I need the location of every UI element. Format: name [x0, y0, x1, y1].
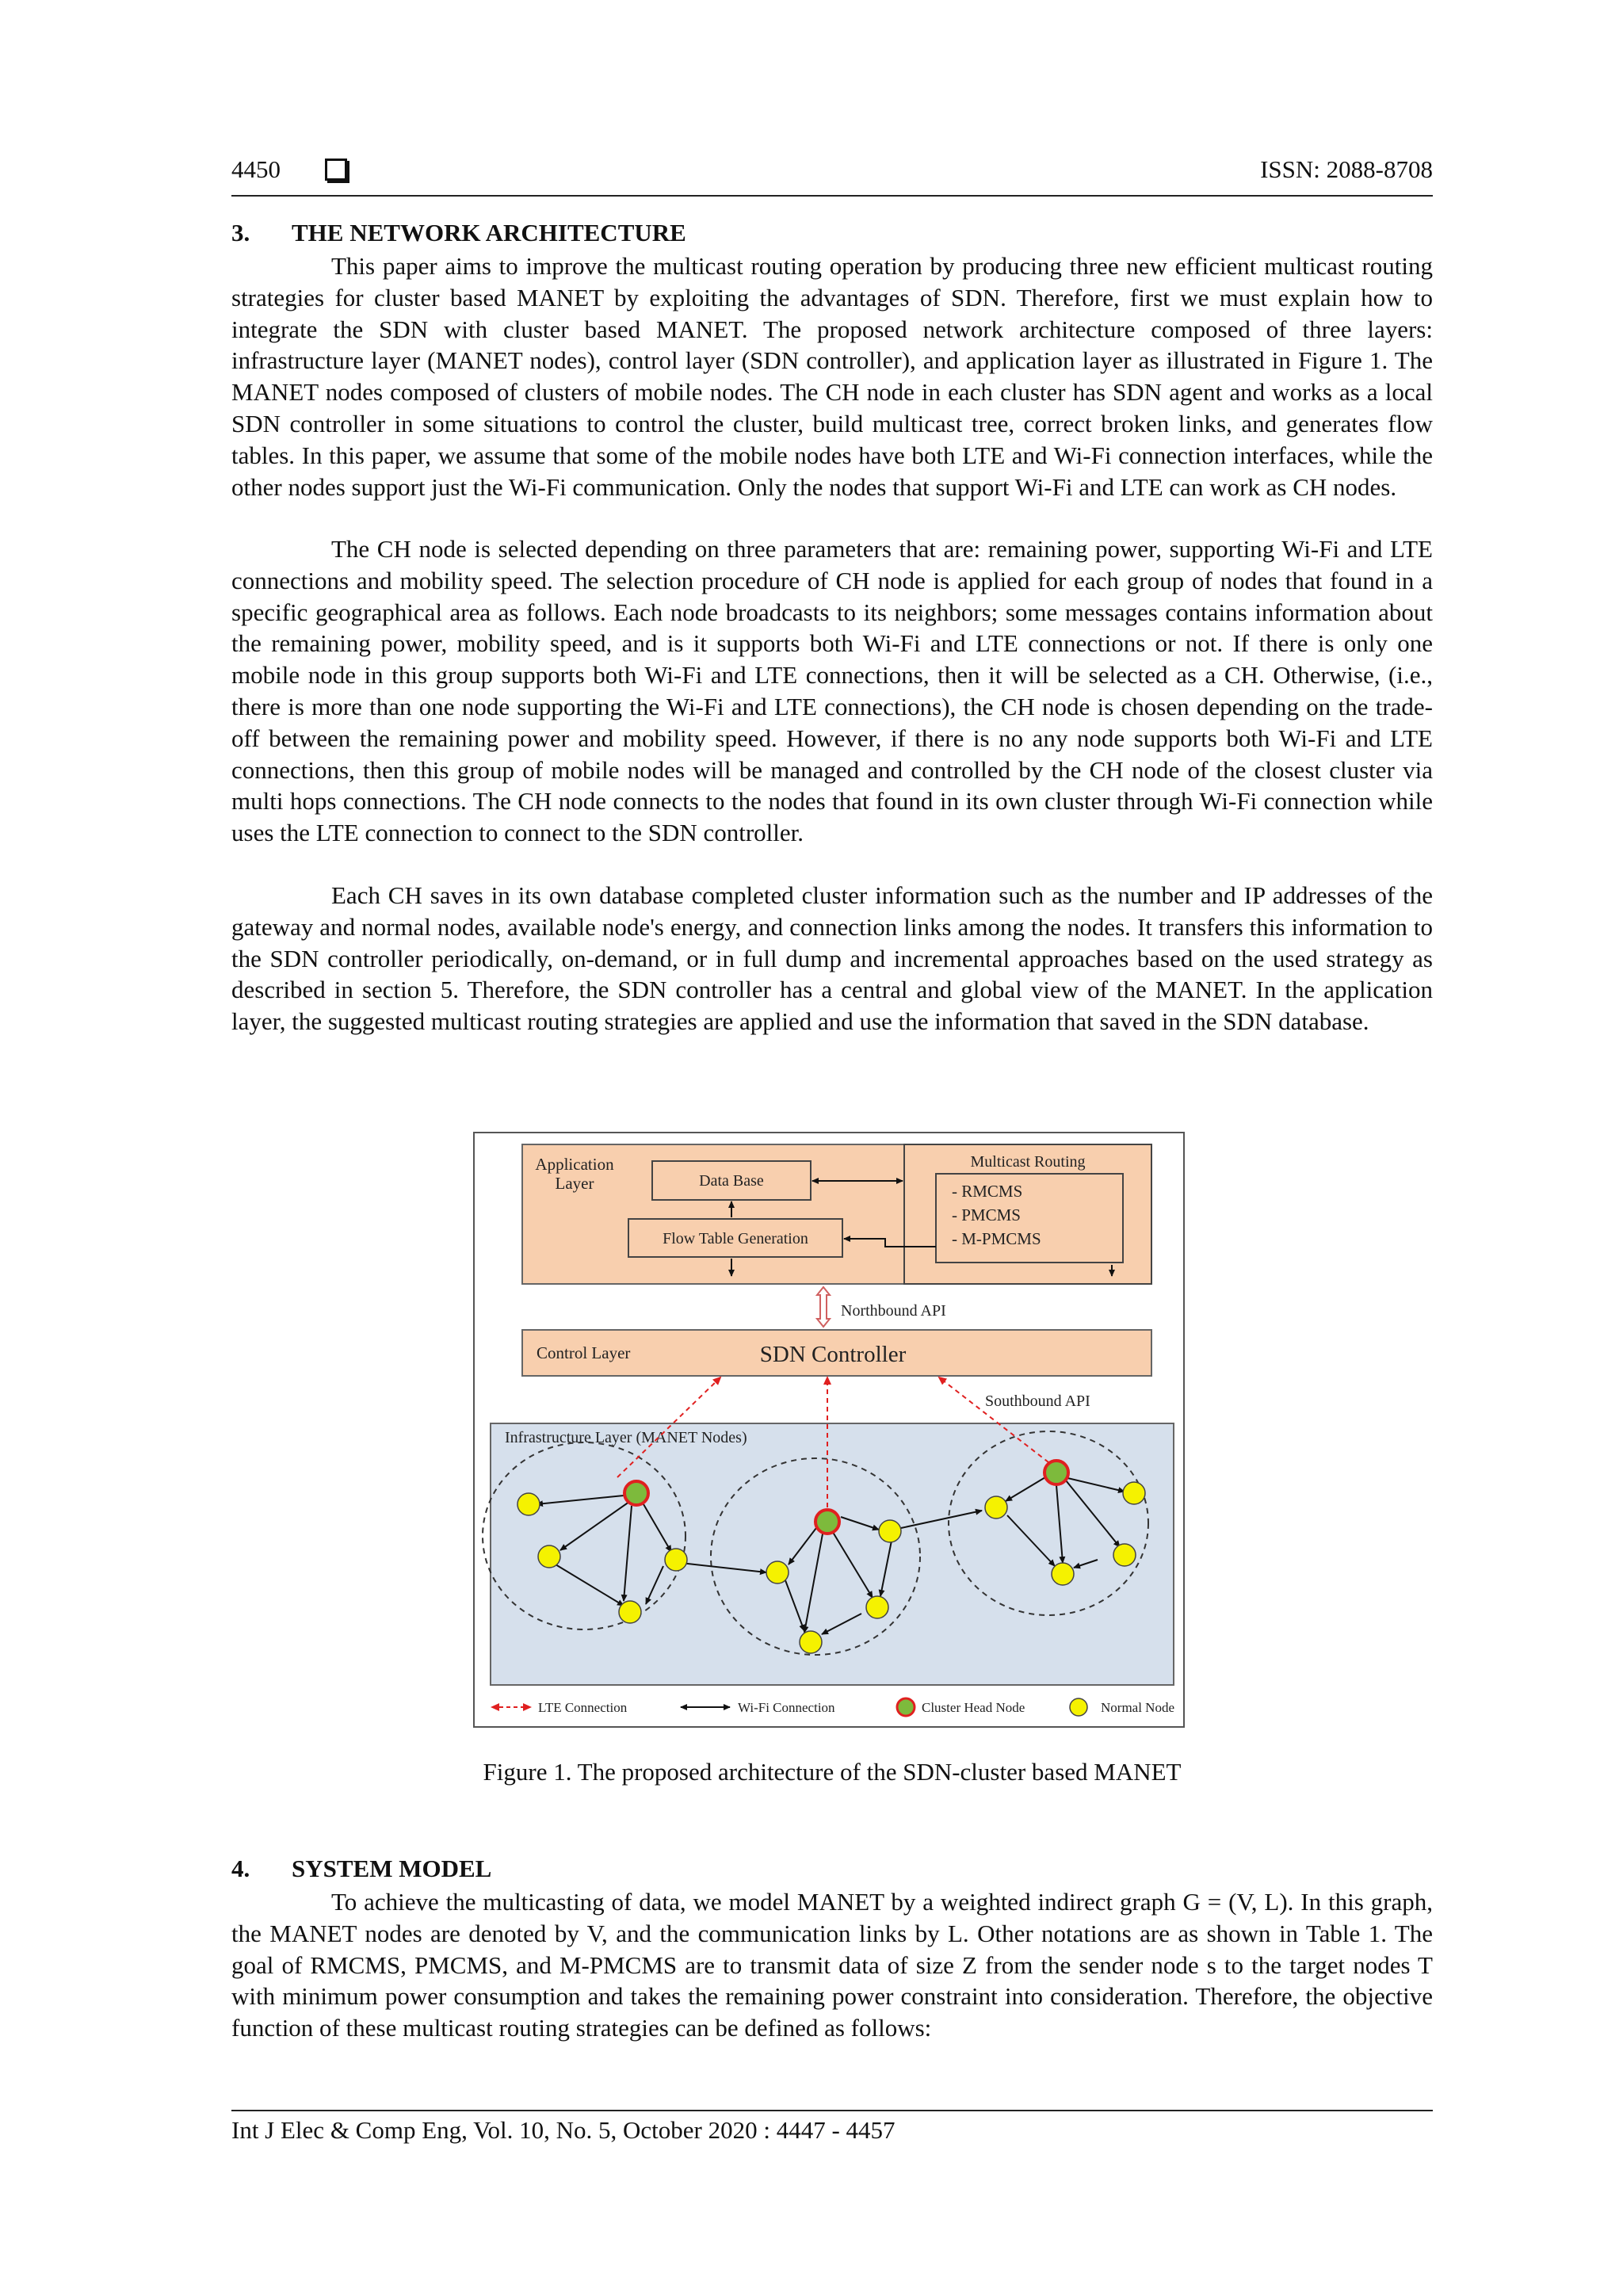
cluster-head-node [1044, 1461, 1068, 1484]
section-number: 3. [231, 219, 250, 246]
figure-1 [473, 1132, 1185, 1728]
legend-lte: LTE Connection [538, 1700, 628, 1715]
multicast-routing-title: Multicast Routing [970, 1153, 1086, 1171]
normal-node [879, 1520, 901, 1542]
control-layer-label: Control Layer [537, 1343, 631, 1362]
infrastructure-layer [491, 1423, 1174, 1685]
strategy-item: - PMCMS [952, 1205, 1021, 1224]
strategy-item: - M-PMCMS [952, 1229, 1041, 1248]
section-3-heading [231, 219, 686, 247]
legend-ch-icon [897, 1698, 915, 1716]
normal-node [538, 1545, 560, 1568]
section-4-heading [231, 1855, 491, 1883]
checkbox-icon [325, 159, 347, 181]
section-title: SYSTEM MODEL [292, 1855, 492, 1882]
section-number: 4. [231, 1855, 250, 1882]
normal-node [866, 1596, 888, 1618]
normal-node [517, 1493, 540, 1515]
citation: Int J Elec & Comp Eng, Vol. 10, No. 5, October 2020 : 4447 - 4457 [231, 2116, 896, 2144]
normal-node [1123, 1482, 1145, 1504]
northbound-label: Northbound API [841, 1302, 946, 1320]
normal-node [1052, 1563, 1074, 1585]
section-3-paragraph-2: The CH node is selected depending on three parameters that are: remaining power, supporting Wi-Fi and LTE connections and mobility speed. The selection procedure of CH node is applied for each group of nodes that found in a specific geographical area as follows. Each node broadcasts to its neighbors; some messages contains information about the remaining power, mobility speed, and is it supports both Wi-Fi and LTE connections or not. If there is only one mobile node in this group supports both Wi-Fi and LTE connections, then it will be selected as a CH. Otherwise, (i.e., there is more than one node supporting the Wi-Fi and LTE connections), the CH node is chosen depending on the trade-off between the remaining power and mobility speed. However, if there is no any node supports both Wi-Fi and LTE connections, then this group of mobile nodes will be managed and controlled by the CH node of the closest cluster via multi hops connections. The CH node connects to the nodes that found in its own cluster through Wi-Fi connection while uses the LTE connection to connect to the SDN controller. [231, 535, 1433, 847]
flow-table-label: Flow Table Generation [663, 1230, 808, 1247]
normal-node [619, 1601, 641, 1623]
page-footer [231, 2110, 1433, 2145]
section-4-paragraph-1: To achieve the multicasting of data, we model MANET by a weighted indirect graph G = (V, L). In this graph, the MANET nodes are denoted by V, and the communication links by L. Other notations are as shown in Table 1. The goal of RMCMS, PMCMS, and M-PMCMS are to transmit data of size Z from the sender node s to the target nodes T with minimum power consumption and takes the remaining power constraint into consideration. Therefore, the objective function of these multicast routing strategies can be defined as follows: [231, 1888, 1433, 2042]
normal-node [766, 1561, 789, 1584]
legend [492, 1698, 1174, 1716]
page-header [231, 155, 1433, 197]
section-title: THE NETWORK ARCHITECTURE [292, 219, 686, 246]
normal-node [1113, 1544, 1136, 1566]
legend-wifi: Wi-Fi Connection [738, 1700, 835, 1715]
section-3-paragraph-1: This paper aims to improve the multicast routing operation by producing three new efficient multicast routing strategies for cluster based MANET by exploiting the advantages of SDN. Therefore, first we must explain how to integrate the SDN with cluster based MANET. The proposed network architecture composed of three layers: infrastructure layer (MANET nodes), control layer (SDN controller), and application layer as illustrated in Figure 1. The MANET nodes composed of clusters of mobile nodes. The CH node in each cluster has SDN agent and works as a local SDN controller in some situations to control the cluster, build multicast tree, correct broken links, and generates flow tables. In this paper, we assume that some of the mobile nodes have both LTE and Wi-Fi connection interfaces, while the other nodes support just the Wi-Fi communication. Only the nodes that support Wi-Fi and LTE can work as CH nodes. [231, 252, 1433, 501]
sdn-controller-label: SDN Controller [759, 1342, 907, 1367]
architecture-diagram [473, 1132, 1185, 1728]
normal-node [985, 1496, 1007, 1519]
normal-node [665, 1549, 687, 1571]
section-3-paragraph-3: Each CH saves in its own database completed cluster information such as the number and IP addresses of the gateway and normal nodes, available node's energy, and connection links among the nodes. It transfers this information to the SDN controller periodically, on-demand, or in full dump and incremental approaches based on the used strategy as described in section 5. Therefore, the SDN controller has a central and global view of the MANET. In the application layer, the suggested multicast routing strategies are applied and use the information that saved in the SDN database. [231, 881, 1433, 1036]
app-layer-label-1: Application [535, 1155, 614, 1174]
issn: ISSN: 2088-8708 [1260, 155, 1433, 183]
cluster-head-node [624, 1481, 648, 1505]
database-label: Data Base [699, 1172, 764, 1190]
page-number: 4450 [231, 155, 281, 183]
infra-layer-label: Infrastructure Layer (MANET Nodes) [505, 1429, 747, 1446]
figure-caption: Figure 1. The proposed architecture of the SDN-cluster based MANET [483, 1758, 1182, 1786]
normal-node [800, 1631, 822, 1653]
southbound-label: Southbound API [985, 1392, 1090, 1410]
legend-normal: Normal Node [1101, 1700, 1175, 1715]
cluster-head-node [815, 1510, 839, 1534]
app-layer-label-2: Layer [555, 1174, 594, 1193]
legend-ch: Cluster Head Node [922, 1700, 1025, 1715]
legend-normal-icon [1070, 1698, 1087, 1716]
strategy-item: - RMCMS [952, 1182, 1023, 1201]
